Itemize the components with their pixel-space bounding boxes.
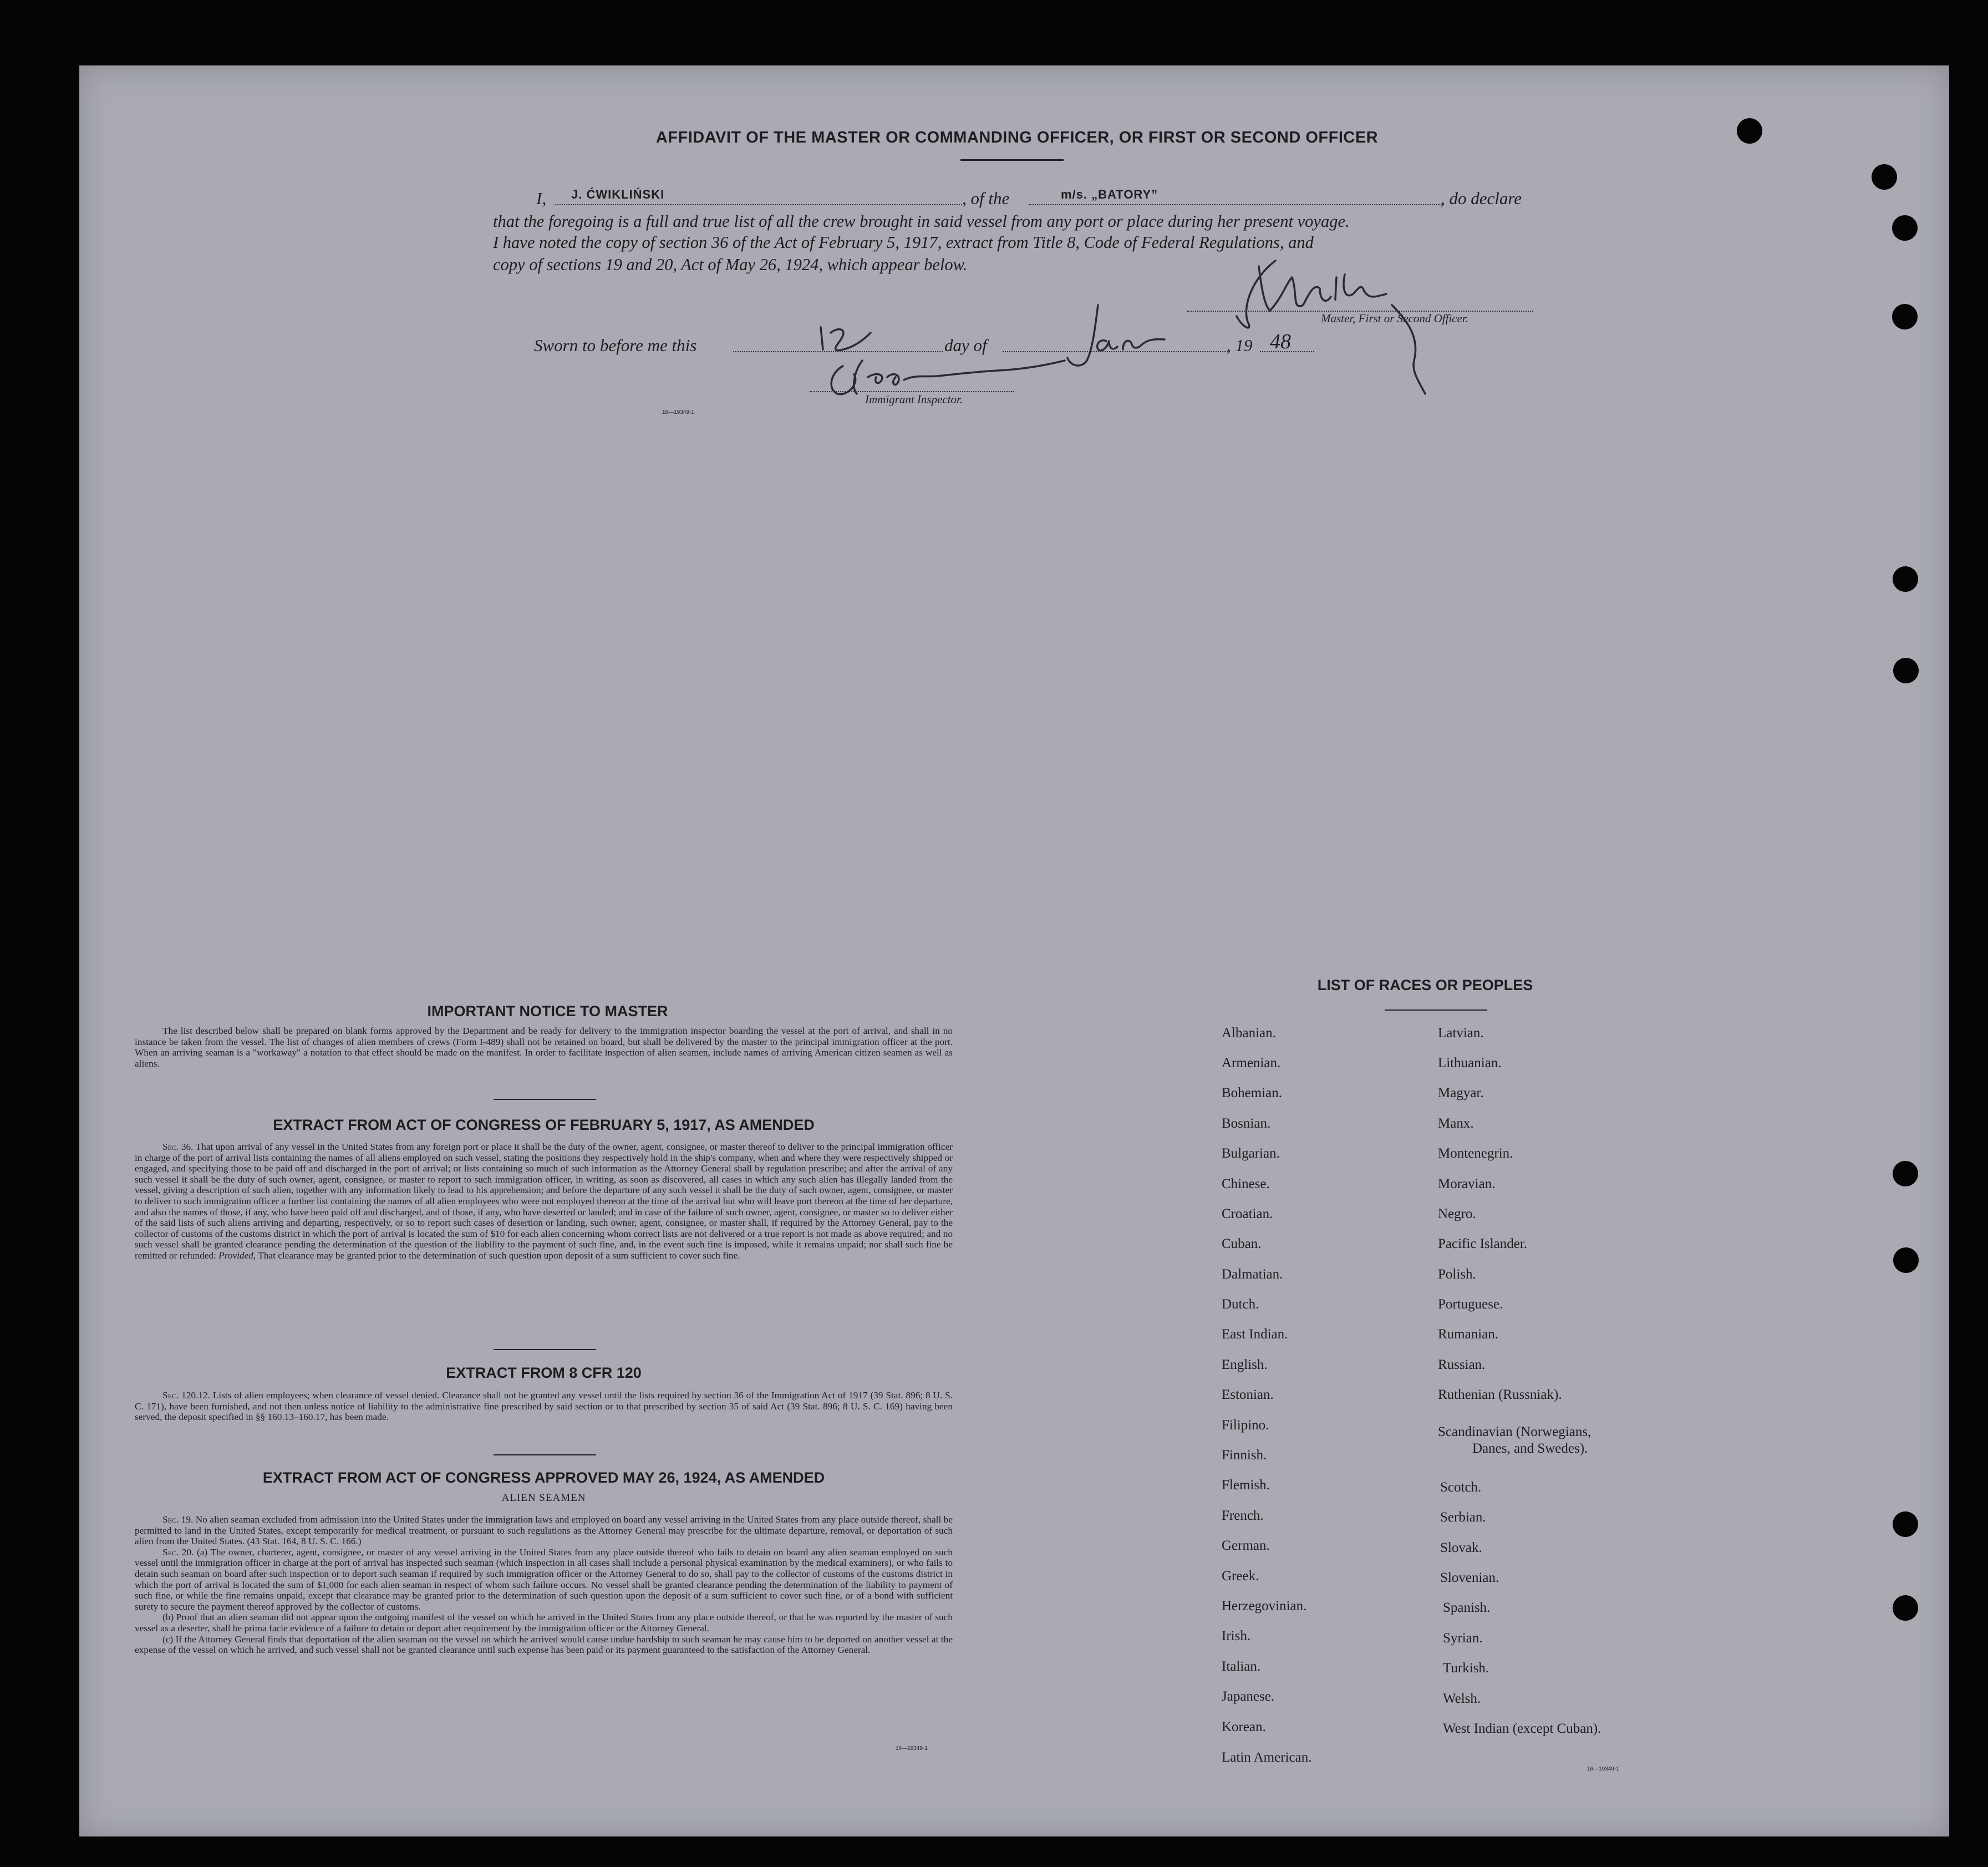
binder-hole <box>1893 1595 1918 1621</box>
affidavit-declare: , do declare <box>1441 189 1522 208</box>
race-item: Croatian. <box>1222 1206 1273 1221</box>
notice-text: The list described below shall be prepared on blank forms approved by the Department and be ready for delivery to the immigration inspector boarding the vessel at the port of arrival, and shall in no instance be taken from the vessel. The list of changes of alien members of crews (Form I-489) shall not be retained on board, but shall be delivered by the master to the principal immigration officer at the port. When an arriving seaman is a "workaway" a notation to that effect should be made on the manifest. In order to facilitate inspection of alien seamen, include names of arriving American citizen seamen as well as aliens. <box>135 1026 953 1069</box>
race-item: Latvian. <box>1438 1026 1484 1041</box>
race-item: Serbian. <box>1440 1510 1486 1525</box>
affidavit-intro-i: I, <box>536 189 547 208</box>
race-item: Armenian. <box>1222 1056 1281 1071</box>
races-title: LIST OF RACES OR PEOPLES <box>1317 977 1533 993</box>
race-item: Herzegovinian. <box>1222 1599 1307 1614</box>
affidavit-form-code: 16—19349-1 <box>662 409 694 415</box>
extract-cfr-text <box>135 1390 953 1423</box>
race-item: Bosnian. <box>1222 1116 1271 1131</box>
races-divider <box>1385 1009 1487 1011</box>
binder-hole <box>1893 1511 1918 1537</box>
inspector-label: Immigrant Inspector. <box>865 393 963 406</box>
race-item: Russian. <box>1438 1357 1486 1372</box>
binder-hole <box>1893 1161 1918 1186</box>
race-item: Pacific Islander. <box>1438 1236 1528 1251</box>
race-item: Cuban. <box>1222 1236 1262 1251</box>
race-item: Slovenian. <box>1440 1570 1499 1585</box>
race-item: Scandinavian (Norwegians, <box>1438 1424 1592 1439</box>
provided-text: That clearance may be granted prior to the determination of such question upon deposit of a sum sufficient to cover such fine. <box>258 1250 740 1261</box>
race-item: Flemish. <box>1222 1478 1270 1493</box>
sec-120-body: Lists of alien employees; when clearance of vessel denied. Clearance shall not be granted any vessel until the lists required by section 36 of the Immigration Act of 1917 (39 Stat. 896; 8 U. S. C. 171), have been furnished, and not then unless notice of liability to the administrative fine prescribed by said section or to that prescribed by section 35 of said Act (39 Stat. 896; 8 U. S. C. 169) having been served, the deposit specified in §§ 160.13–160.17, has been made. <box>135 1390 953 1423</box>
race-item: East Indian. <box>1222 1327 1288 1342</box>
race-item: Latin American. <box>1222 1750 1312 1765</box>
sec-20-para-c: (c) If the Attorney General finds that deportation of the alien seaman on the vessel on which he arrived would cause undue hardship to such seaman he may cause him to be deported on another vessel at the expense of the vessel on which he arrived, and such vessel shall not be granted clearance until such expense has been paid or its payment guaranteed to the satisfaction of the Attorney General. <box>135 1633 953 1656</box>
master-name: J. ĆWIKLIŃSKI <box>571 187 665 201</box>
year-handwritten: 48 <box>1270 330 1291 353</box>
vessel-name: m/s. „BATORY” <box>1061 187 1158 201</box>
race-item: Danes, and Swedes). <box>1472 1441 1588 1456</box>
race-item: Greek. <box>1222 1569 1259 1584</box>
race-item: Spanish. <box>1443 1600 1491 1615</box>
binder-hole <box>1893 1247 1919 1273</box>
race-item: Estonian. <box>1222 1387 1274 1402</box>
race-item: Bulgarian. <box>1222 1146 1280 1161</box>
race-item: French. <box>1222 1508 1264 1523</box>
title-divider <box>960 159 1064 161</box>
extract-1917-title: EXTRACT FROM ACT OF CONGRESS OF FEBRUARY 5, 1917, AS AMENDED <box>273 1117 815 1133</box>
affidavit-line-2: that the foregoing is a full and true list of all the crew brought in said vessel from any port or place during her present voyage. <box>493 212 1350 231</box>
binder-hole <box>1892 215 1918 241</box>
race-item: Italian. <box>1222 1659 1261 1674</box>
notice-title: IMPORTANT NOTICE TO MASTER <box>427 1003 668 1019</box>
race-item: Manx. <box>1438 1116 1474 1131</box>
race-item: Albanian. <box>1222 1026 1276 1041</box>
race-item: Magyar. <box>1438 1085 1484 1100</box>
sec-20-body: (a) The owner, charterer, agent, consignee, or master of any vessel arriving in the United States from any place outside thereof who fails to detain on board any alien seaman employed on such vessel until the immigration officer in charge at the port of arrival has inspected such seaman (which inspection in all cases shall include a personal physical examination by the medical examiners), or who fails to detain such seaman on board after such inspection or to deport such seaman if required by such immigration officer or the Attorney General to do so, shall pay to the collector of customs of the customs district in which the port of arrival is located the sum of $1,000 for each alien seaman in respect of whom such failure occurs. No vessel shall be granted clearance pending the determination of the liability to payment of such fine, or while the fine remains unpaid, except that clearance may be granted prior to the determination of such question upon the deposit of a sum sufficient to cover such fine, or of a bond with sufficient surety to secure the payment thereof approved by the collector of customs. <box>135 1546 953 1612</box>
race-item: Moravian. <box>1438 1176 1496 1191</box>
race-item: Ruthenian (Russniak). <box>1438 1387 1562 1402</box>
race-item: Dutch. <box>1222 1297 1259 1312</box>
master-name-line <box>555 204 962 205</box>
section-divider <box>494 1349 596 1350</box>
race-item: Syrian. <box>1443 1631 1483 1646</box>
race-item: Negro. <box>1438 1206 1476 1221</box>
alien-seamen-subtitle: ALIEN SEAMEN <box>501 1492 586 1504</box>
race-item: Turkish. <box>1443 1661 1489 1676</box>
race-item: Montenegrin. <box>1438 1146 1513 1161</box>
extract-1924-title: EXTRACT FROM ACT OF CONGRESS APPROVED MAY 26, 1924, AS AMENDED <box>262 1469 825 1486</box>
race-item: Scotch. <box>1440 1480 1482 1495</box>
sec-36-label: Sec. 36. <box>162 1141 194 1152</box>
section-divider <box>494 1099 596 1100</box>
race-item: Filipino. <box>1222 1418 1269 1433</box>
sec-20-label: Sec. 20. <box>162 1546 194 1557</box>
binder-hole <box>1893 658 1919 683</box>
race-item: Finnish. <box>1222 1448 1267 1463</box>
race-item: Rumanian. <box>1438 1327 1499 1342</box>
sec-20-para-b: (b) Proof that an alien seaman did not appear upon the outgoing manifest of the vessel on which he arrived in the United States from any place outside thereof, or that he was reported by the master of such vessel as a deserter, shall be prima facie evidence of a failure to detain or deport after requirement by the immigration officer or the Attorney General. <box>135 1612 953 1633</box>
race-item: Lithuanian. <box>1438 1056 1502 1071</box>
master-signature <box>1209 244 1475 410</box>
binder-hole <box>1872 164 1897 190</box>
race-item: Slovak. <box>1440 1540 1482 1555</box>
race-item: Welsh. <box>1443 1691 1481 1706</box>
race-item: Portuguese. <box>1438 1297 1503 1312</box>
day-of-text: day of <box>944 336 987 355</box>
year-prefix: , 19 <box>1227 336 1253 355</box>
race-item: Chinese. <box>1222 1176 1270 1191</box>
binder-hole <box>1892 304 1918 329</box>
affidavit-title: AFFIDAVIT OF THE MASTER OR COMMANDING OFFICER, OR FIRST OR SECOND OFFICER <box>655 129 1379 146</box>
sworn-text: Sworn to before me this <box>534 336 697 355</box>
race-item: Korean. <box>1222 1719 1266 1734</box>
sec-36-body: That upon arrival of any vessel in the United States from any foreign port or place it shall be the duty of the owner, agent, consignee, or master thereof to deliver to the principal immigration officer in charge of the port of arrival lists containing the names of all aliens employed on such vessel, stating the positions they respectively hold in the ship's company, when and where they were respectively shipped or engaged, and specifying those to be paid off and discharged in the port of arrival; or lists containing so much of such information as the Attorney General shall by regulation prescribe; and after the arrival of any such vessel it shall be the duty of such owner, agent, consignee, or master to report to such immigration officer, in writing, as soon as discovered, all cases in which any such alien has illegally landed from the vessel, giving a description of such alien, together with any information likely to lead to his apprehension; and before the departure of any such vessel it shall be the duty of such owner, agent, consignee, or master to deliver to such immigration officer a further list containing the names of all alien employees who were not employed thereon at the time of the arrival but who will leave port thereon at the time of her departure, and also the names of those, if any, who have been paid off and discharged, and of those, if any, who have deserted or landed; and in case of the failure of such owner, agent, consignee, or master so to deliver either of the said lists of such aliens arriving and departing, respectively, or so to report such cases of desertion or landing, such owner, agent, consignee, or master shall, if required by the Attorney General, pay to the collector of customs of the customs district in which the port of arrival is located the sum of $10 for each alien concerning whom correct lists are not delivered or a true report is not made as above required; and no such vessel shall be granted clearance pending the determination of the question of the liability to the payment of such fine, and, in the event such fine is imposed, while it remains unpaid; nor shall such fine be remitted or refunded: <box>135 1141 953 1261</box>
inspector-signature-line <box>810 391 1014 392</box>
vessel-name-line <box>1029 204 1443 205</box>
year-line <box>1260 351 1314 352</box>
affidavit-line-3: I have noted the copy of section 36 of the Act of February 5, 1917, extract from Title 8, Code of Federal Regulations, and <box>493 233 1314 252</box>
race-item: Polish. <box>1438 1267 1476 1282</box>
extract-1924-text <box>135 1514 953 1656</box>
sec-120-label: Sec. 120.12. <box>162 1390 210 1401</box>
extract-cfr-title: EXTRACT FROM 8 CFR 120 <box>446 1364 642 1381</box>
race-item: West Indian (except Cuban). <box>1443 1721 1601 1736</box>
race-item: Japanese. <box>1222 1689 1275 1704</box>
extract-1917-text <box>135 1141 953 1261</box>
extract-form-code: 16—19349-1 <box>896 1746 928 1752</box>
provided-label: Provided, <box>218 1250 256 1261</box>
affidavit-line-4: copy of sections 19 and 20, Act of May 26, 1924, which appear below. <box>493 255 968 274</box>
race-item: Bohemian. <box>1222 1085 1283 1100</box>
section-divider <box>494 1454 596 1455</box>
race-item: Dalmatian. <box>1222 1267 1283 1282</box>
master-signature-label: Master, First or Second Officer. <box>1321 312 1468 325</box>
races-form-code: 16—19349-1 <box>1587 1766 1619 1772</box>
sec-19-body: No alien seaman excluded from admission into the United States under the immigration laws and employed on board any vessel arriving in the United States from any place outside thereof, shall be permitted to land in the United States, except temporarily for medical treatment, or pursuant to such regulations as the Attorney General may prescribe for the ultimate departure, removal, or deportation of such alien from the United States. (43 Stat. 164, 8 U. S. C. 166.) <box>135 1514 953 1547</box>
binder-hole <box>1893 566 1918 592</box>
race-item: English. <box>1222 1357 1268 1372</box>
affidavit-of-the: , of the <box>962 189 1010 208</box>
race-item: Irish. <box>1222 1628 1251 1643</box>
sec-19-label: Sec. 19. <box>162 1514 194 1525</box>
race-item: German. <box>1222 1538 1270 1553</box>
binder-hole <box>1737 118 1762 144</box>
